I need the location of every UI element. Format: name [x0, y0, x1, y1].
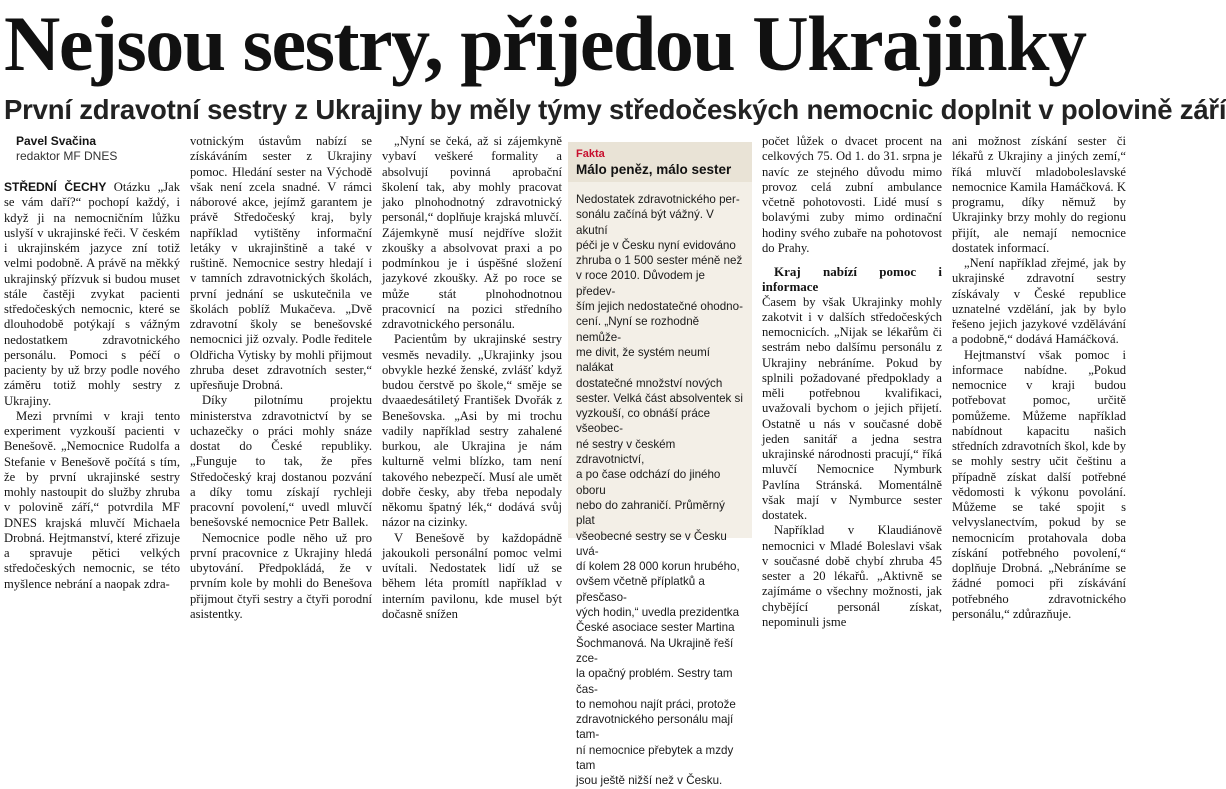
- fact-box-header: [568, 142, 752, 182]
- paragraph: [4, 180, 180, 409]
- paragraph: Pacientům by ukrajinské sestry vesměs nevadily. „Ukrajinky jsou obvykle hezké ženské, zvlášť když budou čerstvě po škole,“ směje se dvaaedesátiletý František Dvořák z Benešovska. „Asi by mi trochu vadily například sestry zahalené burkou, ale Ukrajina je nám kulturně velmi blízko, tam není takového nebezpečí. Musí ale umět dobře česky, aby třeba nepodaly někomu špatný lék,“ dodává svůj názor na cizinky.: [382, 332, 562, 530]
- paragraph: Časem by však Ukrajinky mohly zakotvit i v dalších středočeských nemocnicích. „Nijak se lékařům či sestrám nebo dalšímu personálu z Ukrajiny nebráníme. Pokud by splnili požadované předpoklady a měli potřebnou kvalifikaci, uvažovali bychom o jejich přijetí. Ostatně u nás v současné době jeden sanitář a jedna sestra ukrajinské národnosti pracují,“ říká mluvčí Nemocnice Nymburk Pavlína Stránská. Momentálně však mají v Nymburce sester dostatek.: [762, 294, 942, 522]
- fact-line: jsou ještě nižší než v Česku.: [576, 774, 723, 788]
- paragraph: počet lůžek o dvacet procent na celkových 75. Od 1. do 31. srpna je navíc ze stejného důvodu mimo provoz celá zubní ambulance včetně pohotovosti. Lidé musí s bolavými zuby mimo ordinační hodiny svého zubaře na pohotovost do Prahy.: [762, 134, 942, 255]
- fact-line: zdravotnického personálu mají tam-: [576, 713, 734, 742]
- paragraph: Hejtmanství však pomoc i informace nabídne. „Pokud nemocnice v kraji budou potřebovat pomoc, určitě pomůžeme. Můžeme například nabídnout kapacitu našich středních zdravotních škol, kde by se mohly sestry učit češtinu a případně získat další potřebné vědomosti k výkonu povolání. Můžeme se také spojit s velvyslanectvím, pokud by se nemocnicím protahovala doba získání potřebného povolení,“ doplňuje Drobná. „Nebráníme se žádné pomoci při získávání potřebného zdravotnického personálu,“ zdůrazňuje.: [952, 347, 1126, 621]
- paragraph: V Benešově by každopádně jakoukoli personální pomoc velmi uvítali. Nedostatek lidí už se během léta promítl například v interním pavilonu, kde musel být dočasně snížen: [382, 530, 562, 621]
- fact-box: [568, 142, 752, 788]
- article-column-6: [952, 134, 1126, 621]
- fact-line: me divit, že systém neumí nalákat: [576, 345, 711, 375]
- fact-line: la opačný problém. Sestry tam čas-: [576, 667, 733, 696]
- fact-box-title: Málo peněz, málo sester: [576, 162, 732, 177]
- fact-line: v roce 2010. Důvodem je předev-: [576, 269, 705, 298]
- fact-line: nebo do zahraničí. Průměrný plat: [576, 498, 725, 528]
- fact-line: sonálu začíná být vážný. V akutní: [576, 208, 714, 237]
- fact-line: ším jejich nedostatečné ohodno-: [576, 300, 743, 314]
- paragraph: Nemocnice podle něho už pro první pracovnice z Ukrajiny hledá ubytování. Předpokládá, že v prvním kole by mohli do Benešova přijmout čtyři sestry a čtyři porodní asistentky.: [190, 530, 372, 621]
- paragraph: Díky pilotnímu projektu ministerstva zdravotnictví by se uchazečky o práci mohly snáze dostat do České republiky. „Funguje to tak, že přes Středočeský kraj dostanou pozvání a díky tomu získají rychleji pracovní povolení,“ uvedl mluvčí benešovské nemocnice Petr Ballek.: [190, 393, 372, 530]
- article-column-5: [762, 134, 942, 629]
- article-column-2: [190, 134, 372, 621]
- fact-line: sester. Velká část absolventek si: [576, 391, 743, 405]
- paragraph: ani možnost získání sester či lékařů z Ukrajiny a jiných zemí,“ říká mluvčí mladoboleslavské nemocnice Kamila Hamáčková. K programu, díky němuž by Ukrajinky brzy mohly do regionu přijít, ale nemají nemocnice dostatek informací.: [952, 134, 1126, 255]
- fact-line: cení. „Nyní se rozhodně nemůže-: [576, 315, 700, 344]
- article-column-1: [4, 134, 180, 591]
- byline-role: redaktor MF DNES: [16, 149, 118, 163]
- subheadline: První zdravotní sestry z Ukrajiny by měly týmy středočeských nemocnic doplnit v polovině září: [4, 94, 1226, 125]
- fact-line: všeobecné sestry se v Česku uvá-: [576, 529, 727, 558]
- fact-line: ní nemocnice přebytek a mzdy tam: [576, 743, 734, 772]
- fact-box-label: Fakta: [576, 148, 605, 160]
- fact-line: vých hodin,“ uvedla prezidentka: [576, 606, 740, 620]
- article-column-3: [382, 134, 562, 621]
- headline: Nejsou sestry, přijedou Ukrajinky: [4, 0, 1086, 87]
- fact-line: České asociace sester Martina: [576, 621, 735, 635]
- paragraph: Například v Klaudiánově nemocnici v Mladé Boleslavi však v současné době chybí zhruba 45 sester a 20 lékařů. „Aktivně se zajímáme o všechny možnosti, jak chybějící personál získat, nepominuli jsme: [762, 523, 942, 629]
- fact-line: vyzkouší, co obnáší práce všeobec-: [576, 407, 711, 436]
- paragraph: Mezi prvními v kraji tento experiment vyzkouší pacienti v Benešově. „Nemocnice Rudolfa a Stefanie v Benešově počítá s tím, že by první ukrajinské sestry mohly nastoupit do služby zhruba v polovině září,“ potvrdila MF DNES krajská mluvčí Michaela Drobná. Hejtmanství, které zřizuje a spravuje pětici velkých středočeských nemocnic, se této myšlence nebrání a naopak zdra-: [4, 408, 180, 591]
- crosshead: Kraj nabízí pomoc i informace: [762, 264, 942, 295]
- fact-line: ovšem včetně příplatků a přesčaso-: [576, 575, 705, 604]
- fact-line: péči je v Česku nyní evidováno: [576, 238, 736, 252]
- fact-box-body: [576, 192, 746, 789]
- fact-line: Nedostatek zdravotnického per-: [576, 193, 740, 206]
- fact-line: Šochmanová. Na Ukrajině řeší zce-: [576, 636, 734, 665]
- fact-line: a po čase odchází do jiného oboru: [576, 468, 721, 497]
- fact-line: to nemohou najít práci, protože: [576, 697, 736, 711]
- paragraph: votnickým ústavům nabízí se získáváním sester z Ukrajiny pomoc. Hledání sester na Východě však není zcela snadné. V rámci náborové akce, jejímž garantem je právě Středočeský kraj, byly například vytištěny informační letáky v ukrajinštině a také v ruštině. Nemocnice sestry hledají i v tamních zdravotnických školách, první jednání se uskutečnila ve školách poblíž Mukačeva. „Dvě zdravotní školy se benešovské nemocnici již ozvaly. Podle ředitele Oldřicha Vytisky by mohli přijmout zhruba deset zdravotních sester,“ upřesňuje Drobná.: [190, 134, 372, 392]
- fact-line: dí kolem 28 000 korun hrubého,: [576, 560, 740, 574]
- fact-line: né sestry v českém zdravotnictví,: [576, 437, 676, 467]
- dateline: STŘEDNÍ ČECHY: [4, 180, 107, 194]
- byline-author: Pavel Svačina: [16, 134, 97, 148]
- paragraph-text: Otázku „Jak se vám daří?“ pochopí každý, i když ji na nemocničním lůžku uslyší v ukrajinské řeči. V českém i ukrajinském jazyce zní totiž velmi podobně. A právě na měkký ukrajinský přízvuk si budou muset stále častěji zvykat pacienti středočeských nemocnic, které se dlouhodobě potýkají s vážným nedostatkem zdravotnického personálu. Pomoci s péčí o pacienty by už brzy podle nového záměru totiž mohly sestry z Ukrajiny.: [4, 180, 180, 408]
- fact-line: zhruba o 1 500 sester méně než: [576, 254, 743, 268]
- fact-line: dostatečné množství nových: [576, 376, 723, 390]
- paragraph: „Není například zřejmé, jak by ukrajinské zdravotní sestry získávaly v České republice uznatelné vzdělání, jak by bylo řešeno jejich jazykové vzdělávání a podobně,“ dodává Hamáčková.: [952, 256, 1126, 347]
- paragraph: „Nyní se čeká, až si zájemkyně vybaví veškeré formality a absolvují povinná aprobační školení tak, aby mohly pracovat jako plnohodnotný zdravotnický personál,“ doplňuje krajská mluvčí. Zájemkyně musí nejdříve složit zkoušky a absolvovat praxi a po podmínkou je i úspěšné složení jazykové zkoušky. Až po roce se může stát plnohodnotnou pracovnicí na pozici středního zdravotnického personálu.: [382, 134, 562, 331]
